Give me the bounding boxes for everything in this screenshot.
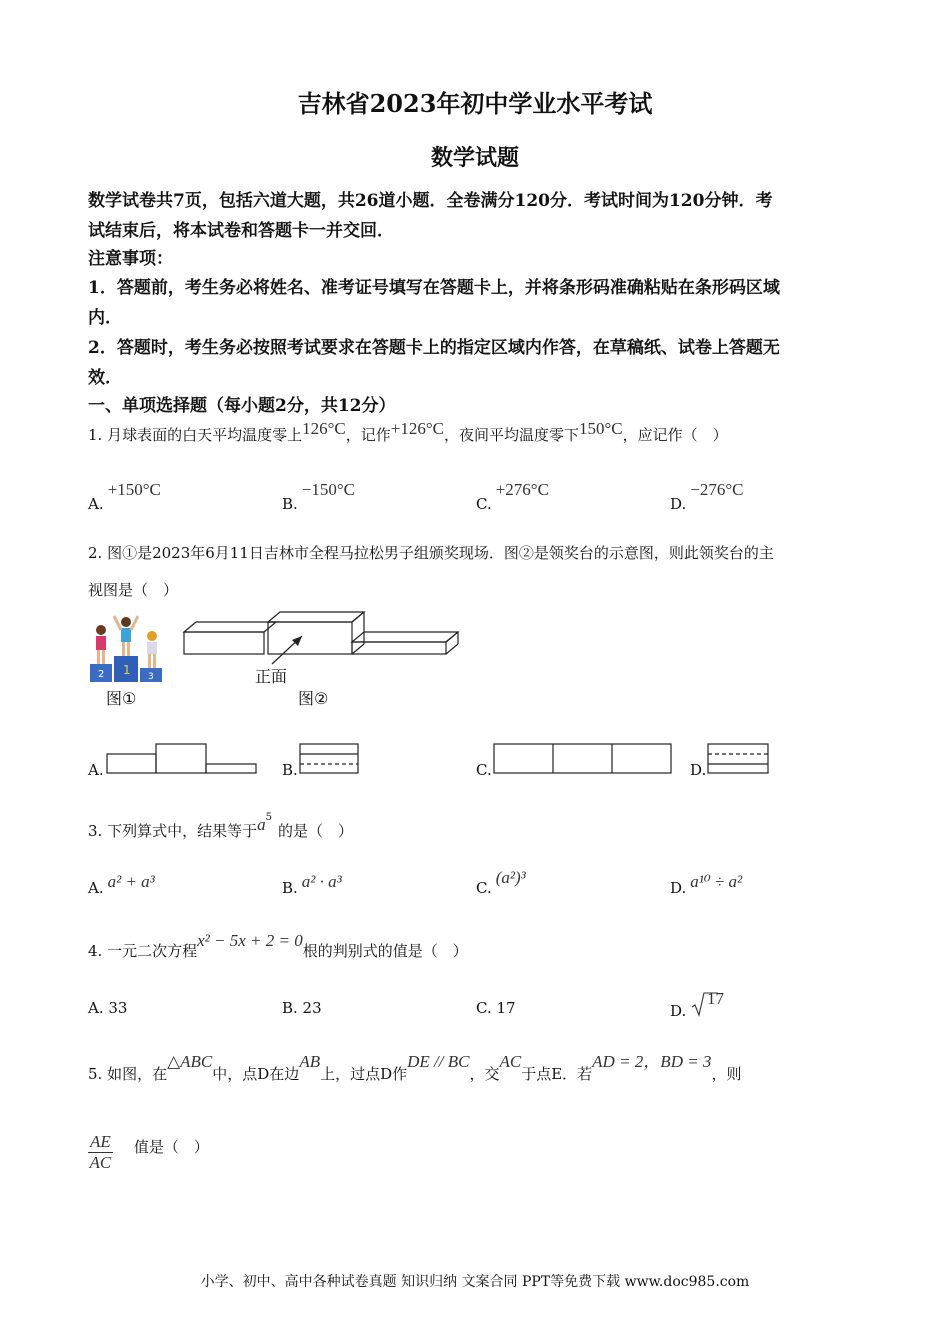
q5-text-g: 值是（ ） xyxy=(133,1138,209,1156)
q5-fraction-line xyxy=(88,1132,209,1173)
q1-option-c[interactable]: C.+276°C xyxy=(476,480,549,513)
notice-1-line-1: 1．答题前，考生务必将姓名、准考证号填写在答题卡上，并将条形码准确粘贴在条形码区域 xyxy=(88,278,780,298)
q3-text-b: 的是（ ） xyxy=(277,822,353,840)
q5-text-b: 中，点D在边 xyxy=(212,1065,300,1083)
q3-option-d[interactable]: D. a¹⁰ ÷ a² xyxy=(670,872,743,897)
q5-text-c: 上，过点D作 xyxy=(320,1065,408,1083)
q5-text-e: 于点E．若 xyxy=(521,1065,593,1083)
question-4 xyxy=(88,931,468,961)
podium-number-1: 1 xyxy=(123,663,131,677)
q2-option-a-figure[interactable] xyxy=(106,743,258,775)
q3-option-c[interactable]: C.(a²)³ xyxy=(476,868,526,897)
front-label: 正面 xyxy=(255,667,288,686)
q4-option-b[interactable]: B. 23 xyxy=(282,999,322,1017)
intro-line-2: 试结束后，将本试卷和答题卡一并交回． xyxy=(88,221,394,241)
q2-option-d-label[interactable]: D. xyxy=(690,761,707,779)
q5-fraction-numerator: AE xyxy=(90,1132,111,1151)
notice-heading: 注意事项： xyxy=(88,249,173,269)
notice-2-line-1: 2．答题时，考生务必按照考试要求在答题卡上的指定区域内作答，在草稿纸、试卷上答题无 xyxy=(88,338,780,358)
q4-option-a[interactable]: A. 33 xyxy=(88,999,128,1017)
q5-math-c: DE // BC xyxy=(407,1052,470,1071)
q5-text-f: ，则 xyxy=(711,1065,742,1083)
podium-photo xyxy=(86,612,170,684)
q1-text-b: ，记作 xyxy=(345,426,391,444)
q2-option-d-figure[interactable] xyxy=(707,743,771,775)
q5-math-e: AD = 2，BD = 3 xyxy=(592,1052,712,1071)
q1-text-c: ，夜间平均温度零下 xyxy=(443,426,579,444)
q3-text-a: 3. 下列算式中，结果等于 xyxy=(88,822,258,840)
q1-option-b[interactable]: B.−150°C xyxy=(282,480,356,513)
q2-option-b-figure[interactable] xyxy=(299,743,361,775)
question-3 xyxy=(88,812,353,841)
figure-2-caption: 图② xyxy=(298,689,329,708)
q5-text-d: ，交 xyxy=(469,1065,500,1083)
q5-fraction xyxy=(88,1132,113,1173)
q1-math-b: +126°C xyxy=(390,419,444,438)
q1-text-a: 1. 月球表面的白天平均温度零上 xyxy=(88,426,303,444)
q1-text-d: ，应记作（ ） xyxy=(622,426,728,444)
q1-math-a: 126°C xyxy=(302,419,346,438)
exam-title: 吉林省2023年初中学业水平考试 xyxy=(297,89,653,118)
exam-subtitle: 数学试题 xyxy=(430,145,519,171)
q5-text-a: 5. 如图，在 xyxy=(88,1065,168,1083)
q2-option-a-label[interactable]: A. xyxy=(88,761,104,779)
q1-option-a[interactable]: A.+150°C xyxy=(88,480,161,513)
q4-option-d[interactable]: D. 17 xyxy=(670,989,725,1020)
intro-line-1: 数学试卷共7页，包括六道大题，共26道小题．全卷满分120分．考试时间为120分钟．考 xyxy=(88,191,773,211)
q2-option-c-label[interactable]: C. xyxy=(476,761,492,779)
podium-diagram xyxy=(180,608,470,688)
q4-text-a: 4. 一元二次方程 xyxy=(88,942,198,960)
notice-2-line-2: 效． xyxy=(88,368,122,388)
q2-option-b-label[interactable]: B. xyxy=(282,761,298,779)
q5-fraction-denominator: AC xyxy=(89,1153,112,1172)
q3-exponent: 5 xyxy=(265,812,272,823)
q1-math-c: 150°C xyxy=(579,419,623,438)
section-heading: 一、单项选择题（每小题2分，共12分） xyxy=(88,396,396,416)
podium-number-3: 3 xyxy=(148,672,154,682)
q4-text-b: 根的判别式的值是（ ） xyxy=(302,942,468,960)
page-footer: 小学、初中、高中各种试卷真题 知识归纳 文案合同 PPT等免费下载 www.doc985.com xyxy=(200,1274,750,1290)
q1-option-d[interactable]: D.−276°C xyxy=(670,480,744,513)
q5-math-b: AB xyxy=(299,1052,321,1071)
notice-1-line-2: 内． xyxy=(88,308,122,328)
q5-math-d: AC xyxy=(499,1052,522,1071)
q2-option-c-figure[interactable] xyxy=(493,743,673,775)
q3-option-a[interactable]: A. a² + a³ xyxy=(88,872,155,897)
q5-math-a: △ABC xyxy=(167,1052,213,1071)
q4-option-c[interactable]: C. 17 xyxy=(476,999,516,1017)
q3-option-b[interactable]: B. a² · a³ xyxy=(282,872,342,897)
question-1 xyxy=(88,419,728,445)
question-5 xyxy=(88,1052,742,1084)
figure-1-caption: 图① xyxy=(106,689,137,708)
podium-number-2: 2 xyxy=(98,669,105,680)
question-2-line-1: 2. 图①是2023年6月11日吉林市全程马拉松男子组颁奖现场．图②是领奖台的示意图，则此领奖台的主 xyxy=(88,544,774,562)
question-2-line-2: 视图是（ ） xyxy=(88,581,179,599)
q3-base: a xyxy=(257,815,266,834)
q4-equation: x² − 5x + 2 = 0 xyxy=(197,931,303,950)
